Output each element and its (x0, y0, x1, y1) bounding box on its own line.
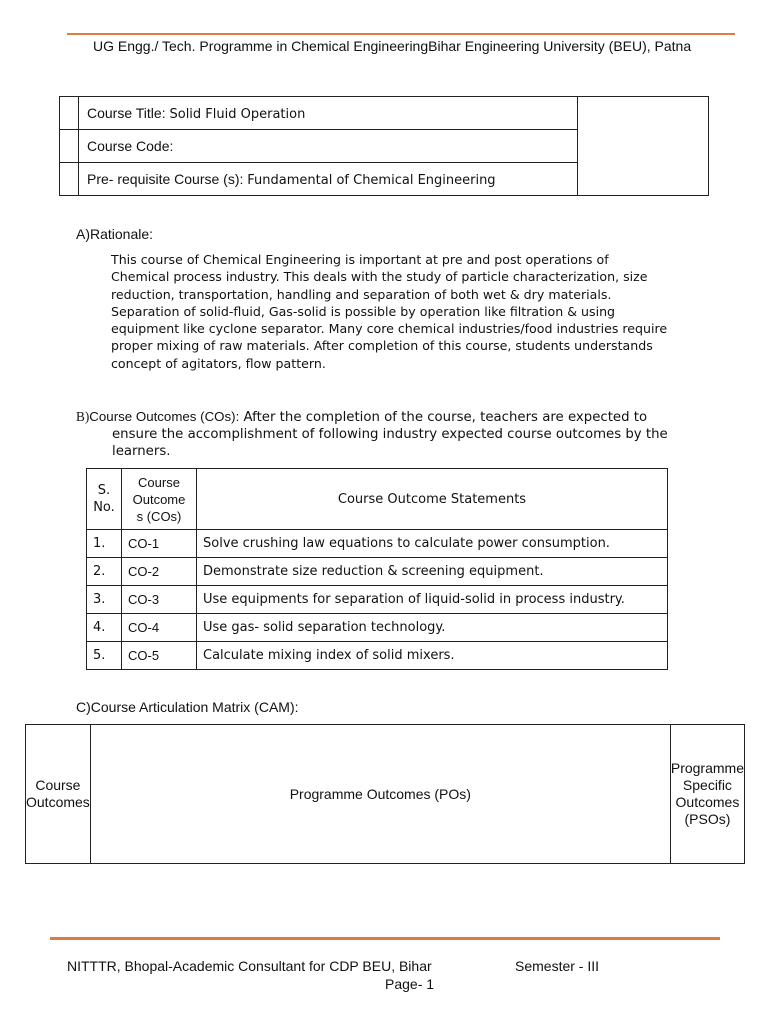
course-title-label: Course Title: (87, 104, 166, 121)
footer-page-number: Page- 1 (385, 976, 435, 992)
row-statement: Solve crushing law equations to calculate power consumption. (197, 530, 668, 558)
rationale-text: This course of Chemical Engineering is important at pre and post operations of Chemical process industry. This deals with the study of particle characterization, size reduction, transportation, handling and separation of both wet & dry materials. Separation of solid-fluid, Gas-solid is possible by operation like filtration & using equipment like cyclone separator. Many core chemical industries/food industries require proper mixing of raw materials. After completion of this course, students understands concept of agitators, flow pattern. (111, 252, 668, 371)
rationale-heading: A)Rationale: (76, 226, 154, 242)
course-outcomes-table (86, 468, 668, 670)
table-header-row (87, 469, 668, 530)
cam-pso-header: Programme Specific Outcomes (PSOs) (670, 725, 744, 864)
table-row (87, 586, 668, 614)
row-sno: 3. (87, 586, 122, 614)
course-outcomes-heading: Course Outcomes (COs): (89, 409, 240, 424)
row-co: CO-1 (122, 530, 197, 558)
row-co: CO-5 (122, 642, 197, 670)
table-row (87, 558, 668, 586)
cam-programme-outcomes-header: Programme Outcomes (POs) (90, 725, 670, 864)
row-statement: Use equipments for separation of liquid-solid in process industry. (197, 586, 668, 614)
table-row (87, 614, 668, 642)
cam-heading: C)Course Articulation Matrix (CAM): (76, 699, 299, 715)
header-statements: Course Outcome Statements (197, 469, 668, 530)
footer-rule (50, 937, 720, 940)
course-outcomes-intro (76, 408, 676, 460)
prerequisite-value: Fundamental of Chemical Engineering (247, 172, 496, 188)
row-sno: 2. (87, 558, 122, 586)
course-title-row (60, 97, 709, 130)
course-outcomes-intro-first: After the completion of the course, teachers are expected to (239, 410, 648, 425)
table-row (87, 530, 668, 558)
header-cos: Course Outcome s (COs) (122, 469, 197, 530)
row-statement: Calculate mixing index of solid mixers. (197, 642, 668, 670)
course-code-label: Course Code: (87, 137, 174, 154)
document-header: UG Engg./ Tech. Programme in Chemical EngineeringBihar Engineering University (BEU), Patna (93, 38, 692, 54)
row-statement: Demonstrate size reduction & screening equipment. (197, 558, 668, 586)
row-sno: 1. (87, 530, 122, 558)
row-sno: 5. (87, 642, 122, 670)
row-co: CO-2 (122, 558, 197, 586)
header-sno: S. No. (87, 469, 122, 530)
row-co: CO-3 (122, 586, 197, 614)
row-co: CO-4 (122, 614, 197, 642)
prerequisite-label: Pre- requisite Course (s): (87, 170, 244, 187)
cam-course-outcomes-header: Course Outcomes (26, 725, 91, 864)
footer-left: NITTTR, Bhopal-Academic Consultant for CDP BEU, Bihar (67, 958, 432, 974)
header-rule (67, 33, 735, 35)
course-articulation-matrix-table (25, 724, 745, 864)
footer-semester: Semester - III (515, 958, 600, 974)
row-sno: 4. (87, 614, 122, 642)
course-outcomes-letter: B) (76, 409, 90, 424)
table-row (87, 642, 668, 670)
row-statement: Use gas- solid separation technology. (197, 614, 668, 642)
course-info-table (59, 96, 709, 196)
course-outcomes-intro-rest: ensure the accomplishment of following industry expected course outcomes by the learners. (112, 427, 668, 459)
cam-header-row (26, 725, 745, 864)
course-title-value: Solid Fluid Operation (169, 106, 306, 122)
